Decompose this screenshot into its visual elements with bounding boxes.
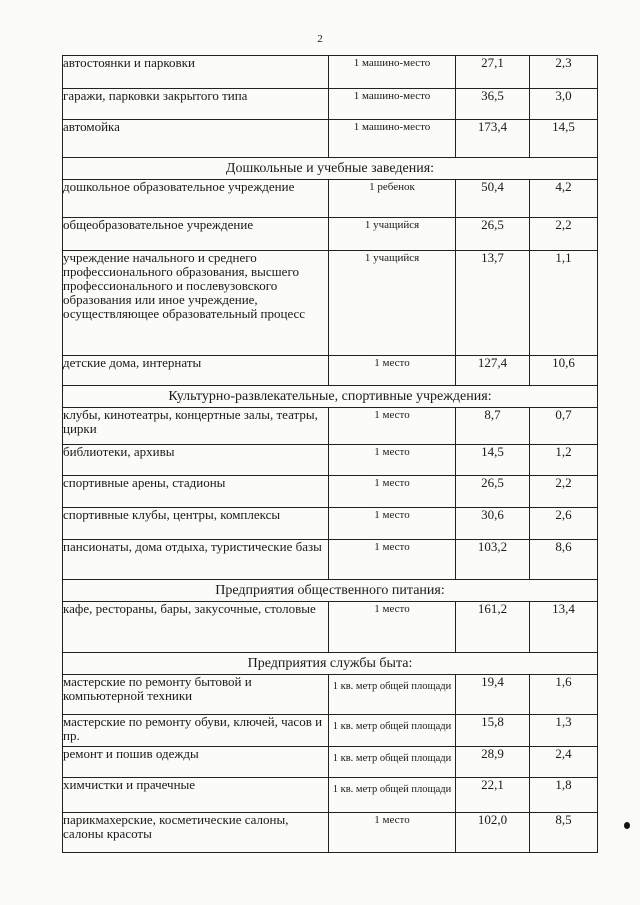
facility-name-cell: мастерские по ремонту обуви, ключей, часов и пр. <box>63 715 329 747</box>
value-2-cell: 1,3 <box>530 715 598 747</box>
table-row <box>63 675 598 715</box>
table-row <box>63 602 598 653</box>
value-1-cell: 8,7 <box>456 408 530 445</box>
value-2-cell: 14,5 <box>530 120 598 158</box>
table-row <box>63 356 598 386</box>
value-1-cell: 13,7 <box>456 251 530 356</box>
value-2-cell: 10,6 <box>530 356 598 386</box>
value-2-cell: 2,4 <box>530 747 598 778</box>
unit-cell: 1 машино-место <box>329 56 456 89</box>
table-row <box>63 180 598 218</box>
value-1-cell: 15,8 <box>456 715 530 747</box>
value-2-cell: 2,6 <box>530 508 598 540</box>
facility-name-cell: дошкольное образовательное учреждение <box>63 180 329 218</box>
value-2-cell: 4,2 <box>530 180 598 218</box>
unit-cell: 1 место <box>329 408 456 445</box>
ink-mark <box>624 822 630 829</box>
page-number: 2 <box>317 33 323 45</box>
unit-cell: 1 машино-место <box>329 120 456 158</box>
value-1-cell: 173,4 <box>456 120 530 158</box>
value-1-cell: 102,0 <box>456 813 530 853</box>
value-1-cell: 127,4 <box>456 356 530 386</box>
value-2-cell: 1,2 <box>530 445 598 476</box>
norms-table <box>62 55 598 853</box>
value-2-cell: 2,3 <box>530 56 598 89</box>
unit-cell: 1 кв. метр общей площади <box>329 778 456 813</box>
facility-name-cell: учреждение начального и среднего профессионального образования, высшего профессионального и послевузовского образования или иное учреждение, осуществляющее образовательный процесс <box>63 251 329 356</box>
section-title: Предприятия службы быта: <box>63 653 598 675</box>
facility-name-cell: гаражи, парковки закрытого типа <box>63 89 329 120</box>
section-header-row <box>63 653 598 675</box>
table-row <box>63 251 598 356</box>
facility-name-cell: парикмахерские, косметические салоны, салоны красоты <box>63 813 329 853</box>
value-1-cell: 161,2 <box>456 602 530 653</box>
value-1-cell: 30,6 <box>456 508 530 540</box>
table-row <box>63 508 598 540</box>
facility-name-cell: автостоянки и парковки <box>63 56 329 89</box>
value-2-cell: 13,4 <box>530 602 598 653</box>
unit-cell: 1 место <box>329 813 456 853</box>
facility-name-cell: мастерские по ремонту бытовой и компьютерной техники <box>63 675 329 715</box>
facility-name-cell: библиотеки, архивы <box>63 445 329 476</box>
value-1-cell: 28,9 <box>456 747 530 778</box>
unit-cell: 1 учащийся <box>329 251 456 356</box>
section-title: Дошкольные и учебные заведения: <box>63 158 598 180</box>
value-2-cell: 2,2 <box>530 218 598 251</box>
table-row <box>63 218 598 251</box>
unit-cell: 1 место <box>329 602 456 653</box>
facility-name-cell: общеобразовательное учреждение <box>63 218 329 251</box>
table-row <box>63 445 598 476</box>
value-1-cell: 14,5 <box>456 445 530 476</box>
unit-cell: 1 учащийся <box>329 218 456 251</box>
facility-name-cell: детские дома, интернаты <box>63 356 329 386</box>
value-1-cell: 26,5 <box>456 476 530 508</box>
unit-cell: 1 кв. метр общей площади <box>329 747 456 778</box>
table-row <box>63 778 598 813</box>
section-header-row <box>63 158 598 180</box>
unit-cell: 1 кв. метр общей площади <box>329 715 456 747</box>
table-row <box>63 540 598 580</box>
table-row <box>63 747 598 778</box>
value-1-cell: 26,5 <box>456 218 530 251</box>
value-2-cell: 1,8 <box>530 778 598 813</box>
table-row <box>63 408 598 445</box>
norms-table-body <box>63 56 598 853</box>
facility-name-cell: химчистки и прачечные <box>63 778 329 813</box>
unit-cell: 1 машино-место <box>329 89 456 120</box>
facility-name-cell: автомойка <box>63 120 329 158</box>
value-1-cell: 103,2 <box>456 540 530 580</box>
section-header-row <box>63 580 598 602</box>
section-header-row <box>63 386 598 408</box>
value-1-cell: 19,4 <box>456 675 530 715</box>
unit-cell: 1 ребенок <box>329 180 456 218</box>
unit-cell: 1 кв. метр общей площади <box>329 675 456 715</box>
value-2-cell: 3,0 <box>530 89 598 120</box>
value-1-cell: 50,4 <box>456 180 530 218</box>
facility-name-cell: ремонт и пошив одежды <box>63 747 329 778</box>
table-row <box>63 476 598 508</box>
value-2-cell: 1,1 <box>530 251 598 356</box>
value-2-cell: 8,5 <box>530 813 598 853</box>
table-row <box>63 715 598 747</box>
facility-name-cell: пансионаты, дома отдыха, туристические базы <box>63 540 329 580</box>
value-2-cell: 2,2 <box>530 476 598 508</box>
value-1-cell: 22,1 <box>456 778 530 813</box>
unit-cell: 1 место <box>329 476 456 508</box>
value-1-cell: 27,1 <box>456 56 530 89</box>
value-2-cell: 8,6 <box>530 540 598 580</box>
table-row <box>63 56 598 89</box>
table-row <box>63 120 598 158</box>
value-2-cell: 1,6 <box>530 675 598 715</box>
facility-name-cell: кафе, рестораны, бары, закусочные, столовые <box>63 602 329 653</box>
section-title: Культурно-развлекательные, спортивные учреждения: <box>63 386 598 408</box>
facility-name-cell: спортивные арены, стадионы <box>63 476 329 508</box>
section-title: Предприятия общественного питания: <box>63 580 598 602</box>
value-2-cell: 0,7 <box>530 408 598 445</box>
facility-name-cell: спортивные клубы, центры, комплексы <box>63 508 329 540</box>
table-row <box>63 89 598 120</box>
table-row <box>63 813 598 853</box>
facility-name-cell: клубы, кинотеатры, концертные залы, театры, цирки <box>63 408 329 445</box>
value-1-cell: 36,5 <box>456 89 530 120</box>
unit-cell: 1 место <box>329 508 456 540</box>
unit-cell: 1 место <box>329 540 456 580</box>
unit-cell: 1 место <box>329 356 456 386</box>
unit-cell: 1 место <box>329 445 456 476</box>
